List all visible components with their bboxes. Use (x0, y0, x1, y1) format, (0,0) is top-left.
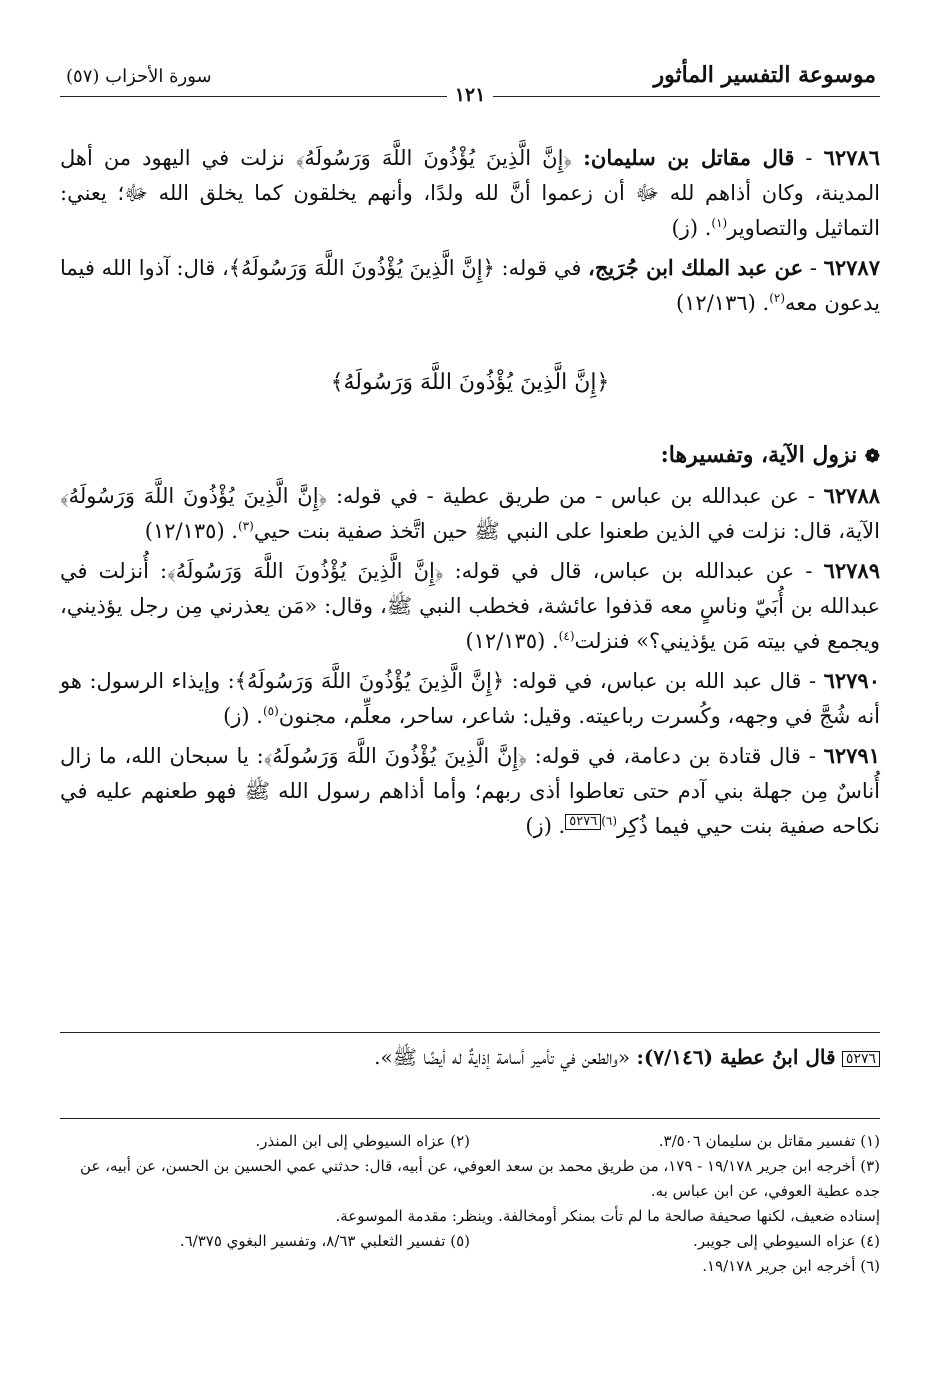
footnote: (٥) تفسير الثعلبي ٨/٦٣، وتفسير البغوي ٦/٣٧٥. (179, 1232, 470, 1250)
entry-number: ٦٢٧٩١ (823, 743, 880, 768)
entry-ref: . (ز) (671, 216, 712, 240)
footnote-ref: (٦) (601, 814, 618, 828)
page-header (60, 58, 880, 106)
entry: ٦٢٧٨٩ - عن عبدالله بن عباس، قال في قوله: ﴿إِنَّ الَّذِينَ يُؤْذُونَ اللَّهَ وَرَسُولَهُ﴾: أُنزلت في عبدالله بن أُبَيّ وناسٍ معه قذفوا عائشة، فخطب النبي ﷺ، وقال: «مَن يعذرني مِن رجل يؤذيني، ويجمع في بيته مَن يؤذيني؟» فنزلت$^{(٤)}$. (١٢/١٣٥) (60, 558, 880, 653)
note-box: ٥٢٧٦ (842, 1051, 880, 1067)
note-box-ref: ٥٢٧٦ (565, 814, 601, 830)
footnote-row (60, 1229, 880, 1254)
section-heading (60, 438, 880, 474)
entry-ref: . (١٢/١٣٦) (675, 291, 770, 315)
entry-text: ﴿إِنَّ الَّذِينَ يُؤْذُونَ اللَّهَ وَرَسُولَهُ﴾ نزلت في اليهود من أهل المدينة، وكان أذاهم لله ﷻ أن زعموا أنَّ لله ولدًا، وأنهم يخلقون كما يخلق الله ﷻ؛ يعني: التماثيل والتصاوير (60, 146, 880, 240)
footnote-ref: (٢) (769, 291, 786, 305)
entry-source: عن عبد الملك ابن جُرَيج، (588, 255, 804, 280)
footnote-row (60, 1129, 880, 1154)
footnote-ref: (٣) (237, 519, 254, 533)
book-title: موسوعة التفسير المأثور (653, 62, 876, 88)
entry-number: ٦٢٧٩٠ (823, 668, 880, 693)
entry-number: ٦٢٧٨٨ (823, 483, 880, 508)
footnote-ref: (٤) (558, 629, 575, 643)
verse-heading: ﴿إِنَّ الَّذِينَ يُؤْذُونَ اللَّهَ وَرَسُولَهُ﴾ (330, 370, 610, 395)
entry-number: ٦٢٧٨٩ (823, 558, 880, 583)
entry-ref: . (١٢/١٣٥) (144, 519, 238, 543)
entry-source: قال مقاتل بن سليمان: (583, 145, 795, 170)
footnote: إسناده ضعيف، لكنها صحيفة صالحة ما لم تأت بمنكر أومخالفة. وينظر: مقدمة الموسوعة. (335, 1207, 880, 1225)
footnotes (60, 1118, 880, 1279)
entry: ٦٢٧٩٠ - قال عبد الله بن عباس، في قوله: ﴿إِنَّ الَّذِينَ يُؤْذُونَ اللَّهَ وَرَسُولَهُ﴾: وإيذاء الرسول: هو أنه شُجَّ في وجهه، وكُسرت رباعيته. وقيل: شاعر، ساحر، معلِّم، مجنون$^{(٥)}$. (ز) (60, 668, 880, 728)
footnote: (٤) عزاه السيوطي إلى جويبر. (693, 1232, 880, 1250)
footnote: (١) تفسير مقاتل بن سليمان ٣/٥٠٦. (658, 1132, 880, 1150)
section-title: نزول الآية، وتفسيرها: (660, 442, 858, 468)
page-number: ١٢١ (447, 84, 494, 106)
entry-text: عن عبدالله بن عباس - من طريق عطية - في قوله: ﴿إِنَّ الَّذِينَ يُؤْذُونَ اللَّهَ وَرَسُولَهُ﴾ الآية، قال: نزلت في الذين طعنوا على النبي ﷺ حين اتَّخذ صفية بنت حيي (60, 484, 880, 543)
entry-number: ٦٢٧٨٦ (823, 145, 880, 170)
entry-text: في قوله: ﴿إِنَّ الَّذِينَ يُؤْذُونَ اللَّهَ وَرَسُولَهُ﴾، قال: آذوا الله فيما يدعون معه (59, 256, 880, 315)
footnote: (٦) أخرجه ابن جرير ١٩/١٧٨. (702, 1257, 880, 1275)
entry: ٦٢٧٨٧ - عن عبد الملك ابن جُرَيج، في قوله: ﴿إِنَّ الَّذِينَ يُؤْذُونَ اللَّهَ وَرَسُولَهُ﴾، قال: آذوا الله فيما يدعون معه$^{(٢)}$. (١٢/١٣٦) (59, 255, 880, 315)
surah-label: سورة الأحزاب (٥٧) (66, 66, 212, 87)
page-number-wrap (60, 84, 880, 106)
commentary-note (60, 1032, 880, 1074)
entry: ٦٢٧٨٦ - قال مقاتل بن سليمان: ﴿إِنَّ الَّذِينَ يُؤْذُونَ اللَّهَ وَرَسُولَهُ﴾ نزلت في اليهود من أهل المدينة، وكان أذاهم لله ﷻ أن زعموا أنَّ لله ولدًا، وأنهم يخلقون كما يخلق الله ﷻ؛ يعني: التماثيل والتصاوير$^{(١)}$. (ز) (60, 145, 880, 240)
main-text (60, 140, 880, 848)
entry: ٦٢٧٨٨ - عن عبدالله بن عباس - من طريق عطية - في قوله: ﴿إِنَّ الَّذِينَ يُؤْذُونَ اللَّهَ وَرَسُولَهُ﴾ الآية، قال: نزلت في الذين طعنوا على النبي ﷺ حين اتَّخذ صفية بنت حيي$^{(٣)}$. (١٢/١٣٥) (60, 483, 880, 543)
entry-text: قال قتادة بن دعامة، في قوله: ﴿إِنَّ الَّذِينَ يُؤْذُونَ اللَّهَ وَرَسُولَهُ﴾: يا سبحان الله، ما زال أُناسٌ مِن جهلة بني آدم حتى تعاطوا أذى ربهم؛ وأما أذاهم رسول الله ﷺ فهو طعنهم عليه في نكاحه صفية بنت حيي فيما ذُكِر (60, 744, 880, 838)
entry-text: قال عبد الله بن عباس، في قوله: ﴿إِنَّ الَّذِينَ يُؤْذُونَ اللَّهَ وَرَسُولَهُ﴾: وإيذاء الرسول: هو أنه شُجَّ في وجهه، وكُسرت رباعيته. وقيل: شاعر، ساحر، معلِّم، مجنون (60, 669, 880, 728)
entry-ref: . (١٢/١٣٥) (465, 629, 559, 653)
note-source: قال ابنُ عطية (٧/١٤٦): (636, 1045, 836, 1069)
note-text: «والطعن في تأمير أسامة إذايةٌ له أيضًا ﷺ». (374, 1045, 631, 1069)
footnote-ref: (٥) (262, 704, 279, 718)
footnote: (٣) أخرجه ابن جرير ١٩/١٧٨ - ١٧٩، من طريق محمد بن سعد العوفي، عن أبيه، قال: حدثني عمي الحسين بن الحسن، عن أبيه، عن جده عطية العوفي، عن ابن عباس به. (80, 1157, 880, 1200)
entry: ٦٢٧٩١ - قال قتادة بن دعامة، في قوله: ﴿إِنَّ الَّذِينَ يُؤْذُونَ اللَّهَ وَرَسُولَهُ﴾: يا سبحان الله، ما زال أُناسٌ مِن جهلة بني آدم حتى تعاطوا أذى ربهم؛ وأما أذاهم رسول الله ﷺ فهو طعنهم عليه في نكاحه صفية بنت حيي فيما ذُكِر$^{(٦)}$٥٢٧٦. (ز) (60, 743, 880, 838)
entry-number: ٦٢٧٨٧ (823, 255, 880, 280)
footnote-ref: (١) (711, 216, 728, 230)
footnote: (٢) عزاه السيوطي إلى ابن المنذر. (255, 1132, 470, 1150)
ornament-icon: ❁ (864, 446, 880, 467)
entry-ref: . (ز) (525, 814, 566, 838)
entry-ref: . (ز) (223, 704, 263, 728)
entry-text: عن عبدالله بن عباس، قال في قوله: ﴿إِنَّ الَّذِينَ يُؤْذُونَ اللَّهَ وَرَسُولَهُ﴾: أُنزلت في عبدالله بن أُبَيّ وناسٍ معه قذفوا عائشة، فخطب النبي ﷺ، وقال: «مَن يعذرني مِن رجل يؤذيني، ويجمع في بيته مَن يؤذيني؟» فنزلت (60, 559, 880, 653)
